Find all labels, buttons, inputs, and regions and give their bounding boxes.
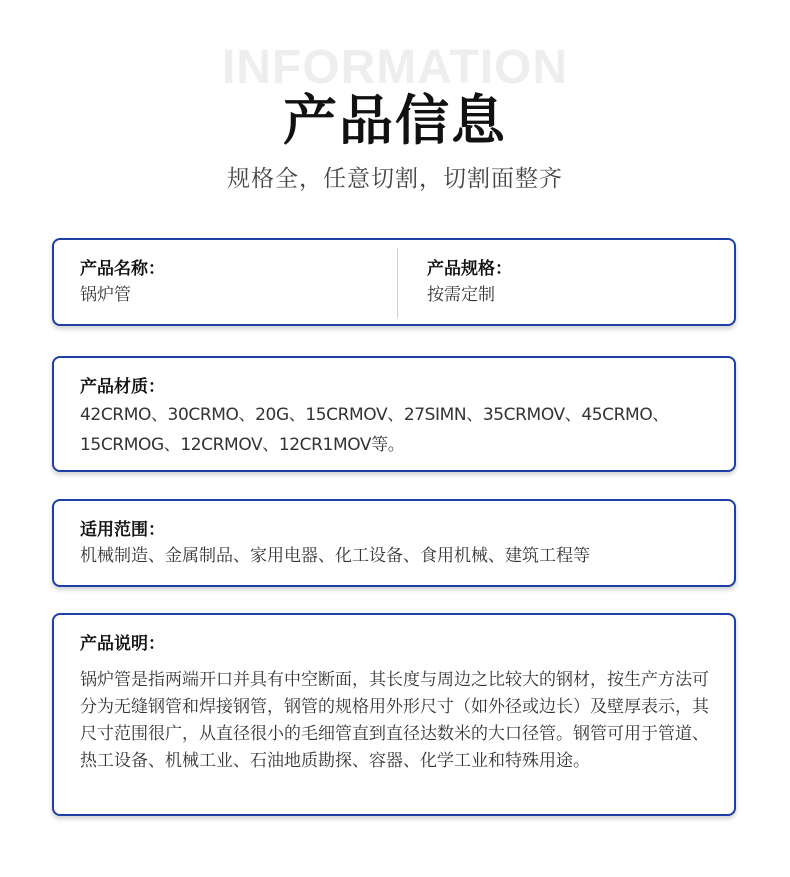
material-line-1: 42CRMO、30CRMO、20G、15CRMOV、27SIMN、35CRMOV、45CRMO、 [80,405,669,425]
scope-label: 适用范围： [80,520,165,540]
product-name-section [80,256,165,308]
card-divider [397,248,398,318]
product-spec-section [427,256,512,308]
material-card [52,356,736,472]
scope-value: 机械制造、金属制品、家用电器、化工设备、食用机械、建筑工程等 [80,546,590,566]
material-label: 产品材质： [80,377,165,397]
product-name-label: 产品名称： [80,259,165,279]
name-spec-card [52,238,736,326]
watermark-text: INFORMATION [221,41,569,94]
product-spec-label: 产品规格： [427,259,512,279]
scope-card [52,499,736,587]
product-name-value: 锅炉管 [80,285,131,305]
product-spec-value: 按需定制 [427,285,495,305]
material-line-2: 15CRMOG、12CRMOV、12CR1MOV等。 [80,435,405,455]
description-card [52,613,736,816]
description-value: 锅炉管是指两端开口并具有中空断面，其长度与周边之比较大的钢材，按生产方法可分为无缝钢管和焊接钢管，钢管的规格用外形尺寸（如外径或边长）及壁厚表示，其尺寸范围很广，从直径很小的毛细管直到直径达数米的大口径管。钢管可用于管道、热工设备、机械工业、石油地质勘探、容器、化学工业和特殊用途。 [80,670,709,771]
page-title: 产品信息 [283,89,507,152]
page-subtitle: 规格全，任意切割，切割面整齐 [227,166,563,192]
description-label: 产品说明： [80,634,165,654]
